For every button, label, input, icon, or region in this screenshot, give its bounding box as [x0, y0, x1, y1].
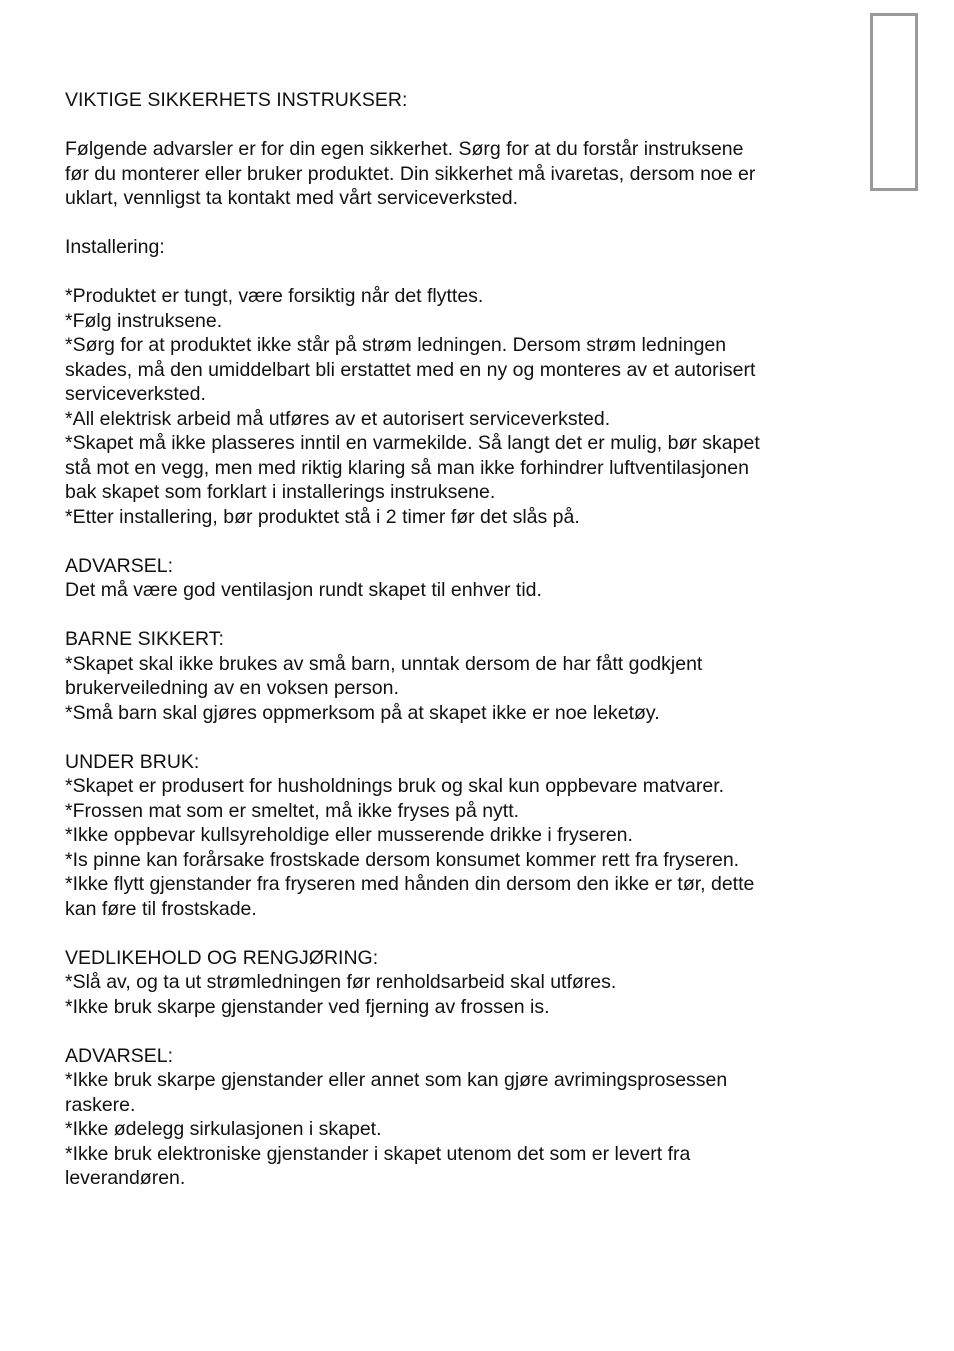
- warning-ventilation-section: [65, 554, 855, 603]
- warning-line: Det må være god ventilasjon rundt skapet til enhver tid.: [65, 579, 542, 601]
- in-use-section: [65, 750, 855, 922]
- warning-line: *Ikke bruk elektroniske gjenstander i skapet utenom det som er levert fra: [65, 1142, 691, 1165]
- installation-heading: Installering:: [65, 236, 165, 258]
- intro-line: uklart, vennligst ta kontakt med vårt serviceverksted.: [65, 187, 519, 209]
- in-use-line: *Is pinne kan forårsake frostskade dersom konsumet kommer rett fra fryseren.: [65, 848, 740, 871]
- document-title: VIKTIGE SIKKERHETS INSTRUKSER:: [65, 89, 408, 111]
- in-use-line: *Ikke oppbevar kullsyreholdige eller musserende drikke i fryseren.: [65, 824, 633, 846]
- installation-line: skades, må den umiddelbart bli erstattet med en ny og monteres av et autorisert: [65, 358, 756, 381]
- maintenance-line: *Ikke bruk skarpe gjenstander ved fjerning av frossen is.: [65, 995, 550, 1018]
- warning-line: leverandøren.: [65, 1167, 186, 1189]
- installation-line: stå mot en vegg, men med riktig klaring så man ikke forhindrer luftventilasjonen: [65, 456, 749, 479]
- maintenance-section: [65, 946, 855, 1020]
- warning-line: *Ikke ødelegg sirkulasjonen i skapet.: [65, 1118, 382, 1140]
- intro-line: Følgende advarsler er for din egen sikkerhet. Sørg for at du forstår instruksene: [65, 138, 744, 160]
- installation-line: *All elektrisk arbeid må utføres av et autorisert serviceverksted.: [65, 407, 611, 430]
- child-safety-section: [65, 627, 855, 725]
- warning-heading: ADVARSEL:: [65, 1044, 174, 1067]
- intro-section: [65, 137, 855, 211]
- intro-line: før du monterer eller bruker produktet. Din sikkerhet må ivaretas, dersom noe er: [65, 162, 756, 185]
- warning-heading: ADVARSEL:: [65, 554, 174, 577]
- installation-line: serviceverksted.: [65, 383, 206, 405]
- installation-line: *Følg instruksene.: [65, 309, 223, 332]
- maintenance-line: *Slå av, og ta ut strømledningen før renholdsarbeid skal utføres.: [65, 971, 617, 993]
- in-use-line: kan føre til frostskade.: [65, 897, 257, 920]
- installation-line: *Produktet er tungt, være forsiktig når det flyttes.: [65, 285, 484, 307]
- child-safety-line: *Små barn skal gjøres oppmerksom på at skapet ikke er noe leketøy.: [65, 701, 660, 724]
- installation-section: [65, 235, 855, 529]
- in-use-line: *Ikke flytt gjenstander fra fryseren med hånden din dersom den ikke er tør, dette: [65, 873, 755, 895]
- document-body: [65, 88, 855, 1191]
- child-safety-line: *Skapet skal ikke brukes av små barn, unntak dersom de har fått godkjent: [65, 652, 703, 675]
- warning-line: *Ikke bruk skarpe gjenstander eller annet som kan gjøre avrimingsprosessen: [65, 1069, 728, 1091]
- installation-line: *Sørg for at produktet ikke står på strøm ledningen. Dersom strøm ledningen: [65, 334, 727, 356]
- child-safety-heading: BARNE SIKKERT:: [65, 628, 224, 650]
- child-safety-line: brukerveiledning av en voksen person.: [65, 677, 399, 699]
- in-use-line: *Frossen mat som er smeltet, må ikke fryses på nytt.: [65, 799, 520, 822]
- side-tab-marker: [870, 13, 918, 191]
- installation-line: bak skapet som forklart i installerings instruksene.: [65, 481, 496, 503]
- installation-line: *Etter installering, bør produktet stå i 2 timer før det slås på.: [65, 505, 580, 528]
- warning-defrost-section: [65, 1044, 855, 1191]
- installation-line: *Skapet må ikke plasseres inntil en varmekilde. Så langt det er mulig, bør skapet: [65, 432, 760, 454]
- in-use-line: *Skapet er produsert for husholdnings bruk og skal kun oppbevare matvarer.: [65, 775, 725, 797]
- in-use-heading: UNDER BRUK:: [65, 750, 200, 773]
- maintenance-heading: VEDLIKEHOLD OG RENGJØRING:: [65, 946, 379, 969]
- warning-line: raskere.: [65, 1093, 136, 1116]
